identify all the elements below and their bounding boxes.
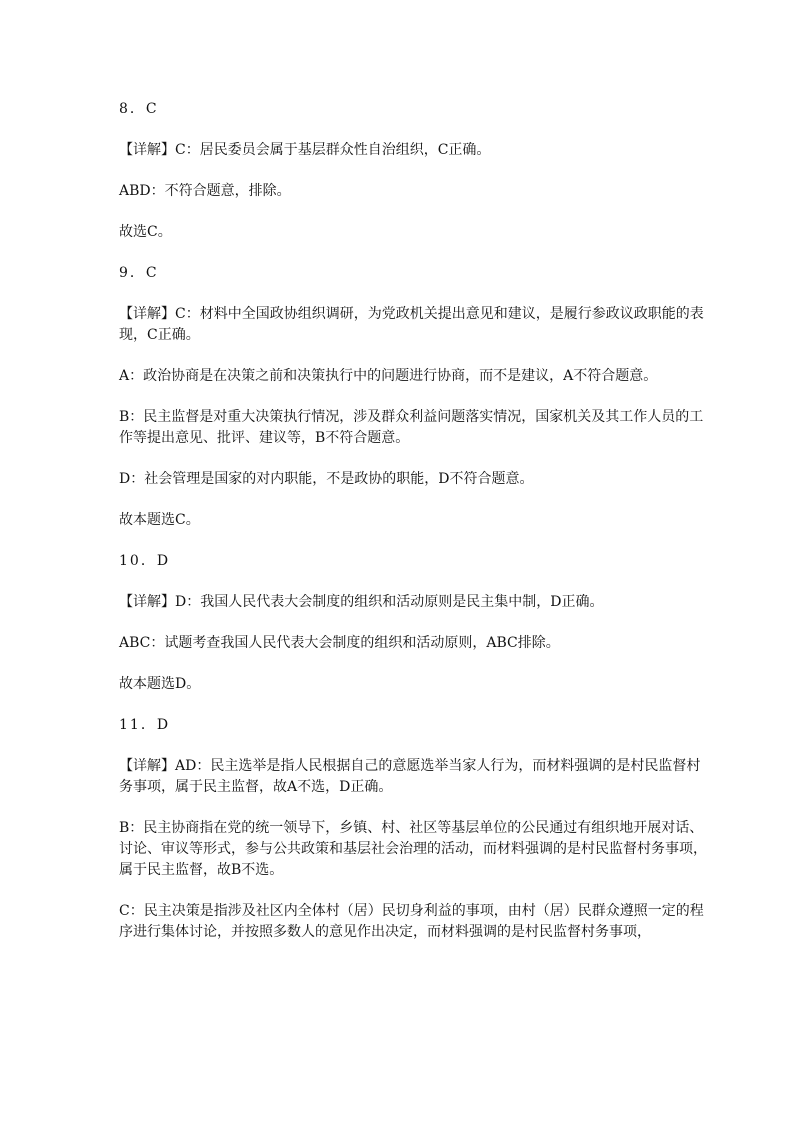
explanation-paragraph: 【详解】D：我国人民代表大会制度的组织和活动原则是民主集中制，D正确。 [119, 594, 604, 610]
conclusion-line: 故选C。 [119, 224, 172, 240]
question-number: 10．D [119, 553, 171, 569]
explanation-paragraph: A：政治协商是在决策之前和决策执行中的问题进行协商，而不是建议，A不符合题意。 [119, 368, 658, 384]
explanation-paragraph: D：社会管理是国家的对内职能，不是政协的职能，D不符合题意。 [119, 471, 534, 487]
question-number: 11．D [119, 717, 171, 733]
conclusion-line: 故本题选C。 [119, 512, 200, 528]
explanation-paragraph: B：民主协商指在党的统一领导下，乡镇、村、社区等基层单位的公民通过有组织地开展对话、讨论、审议等形式，参与公共政策和基层社会治理的活动，而材料强调的是村民监督村务事项，属于民主监督，故B不选。 [119, 820, 707, 878]
explanation-paragraph: ABC：试题考查我国人民代表大会制度的组织和活动原则，ABC排除。 [119, 635, 560, 651]
conclusion-line: 故本题选D。 [119, 676, 201, 692]
question-number: 9．C [119, 265, 159, 281]
explanation-paragraph: 【详解】C：材料中全国政协组织调研，为党政机关提出意见和建议，是履行参政议政职能的表现，C正确。 [119, 306, 704, 343]
question-number: 8．C [119, 101, 159, 117]
explanation-paragraph: 【详解】AD：民主选举是指人民根据自己的意愿选举当家人行为，而材料强调的是村民监督村务事项，属于民主监督，故A不选，D正确。 [119, 758, 701, 795]
explanation-paragraph: C：民主决策是指涉及社区内全体村（居）民切身利益的事项，由村（居）民群众遵照一定的程序进行集体讨论，并按照多数人的意见作出决定，而材料强调的是村民监督村务事项， [119, 903, 704, 940]
explanation-paragraph: 【详解】C：居民委员会属于基层群众性自治组织，C正确。 [119, 142, 491, 158]
explanation-paragraph: B：民主监督是对重大决策执行情况，涉及群众利益问题落实情况，国家机关及其工作人员的工作等提出意见、批评、建议等，B不符合题意。 [119, 409, 704, 446]
explanation-paragraph: ABD：不符合题意，排除。 [119, 183, 291, 199]
